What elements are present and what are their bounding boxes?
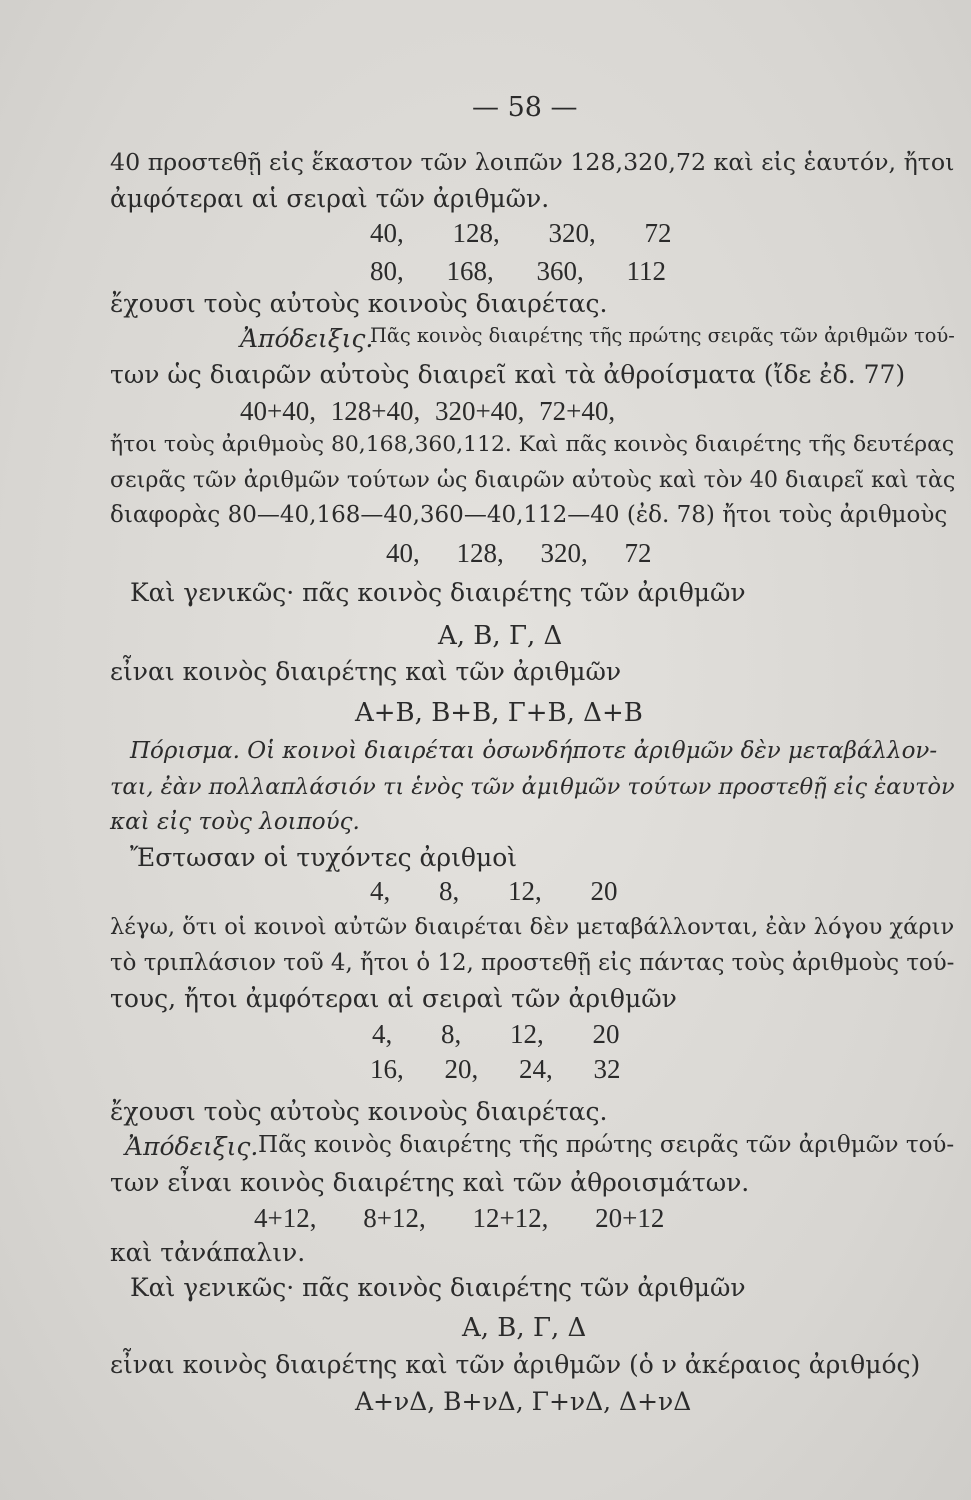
- text-line: Καὶ γενικῶς· πᾶς κοινὸς διαιρέτης τῶν ἀριθμῶν: [130, 578, 746, 607]
- proof-heading: Ἀπόδειξις.: [125, 1132, 259, 1161]
- text-line: τους, ἤτοι ἀμφότεραι αἱ σειραὶ τῶν ἀριθμῶν: [110, 984, 677, 1013]
- number-row: 40+40, 128+40, 320+40, 72+40,: [240, 396, 616, 426]
- text-line: διαφορὰς 80—40,168—40,360—40,112—40 (ἐδ. 78) ἤτοι τοὺς ἀριθμοὺς: [110, 502, 948, 528]
- text-line: εἶναι κοινὸς διαιρέτης καὶ τῶν ἀριθμῶν: [110, 657, 622, 686]
- text-line: των εἶναι κοινὸς διαιρέτης καὶ τῶν ἀθροισμάτων.: [110, 1168, 750, 1197]
- text-line: λέγω, ὅτι οἱ κοινοὶ αὐτῶν διαιρέται δὲν μεταβάλλονται, ἐὰν λόγου χάριν: [110, 914, 955, 940]
- text-line: εἶναι κοινὸς διαιρέτης καὶ τῶν ἀριθμῶν (ὁ ν ἀκέραιος ἀριθμός): [110, 1350, 921, 1379]
- page-number: — 58 —: [472, 92, 578, 123]
- text-line: σειρᾶς τῶν ἀριθμῶν τούτων ὡς διαιρῶν αὐτοὺς καὶ τὸν 40 διαιρεῖ καὶ τὰς: [110, 467, 956, 493]
- text-line: Ἔστωσαν οἱ τυχόντες ἀριθμοὶ: [130, 843, 518, 872]
- text-line: ἀμφότεραι αἱ σειραὶ τῶν ἀριθμῶν.: [110, 184, 550, 213]
- text-line: ἔχουσι τοὺς αὐτοὺς κοινοὺς διαιρέτας.: [110, 289, 608, 318]
- variables-row: Α+νΔ, Β+νΔ, Γ+νΔ, Δ+νΔ: [355, 1387, 692, 1416]
- corollary-line: Πόρισμα. Οἱ κοινοὶ διαιρέται ὁσωνδήποτε ἀριθμῶν δὲν μεταβάλλον-: [130, 738, 938, 764]
- text-line: Πᾶς κοινὸς διαιρέτης τῆς πρώτης σειρᾶς τῶν ἀριθμῶν τού-: [370, 324, 955, 347]
- text-line: καὶ τἀνάπαλιν.: [110, 1238, 306, 1267]
- number-row: 4, 8, 12, 20: [372, 1019, 620, 1049]
- text-line: Πᾶς κοινὸς διαιρέτης τῆς πρώτης σειρᾶς τῶν ἀριθμῶν τού-: [258, 1132, 955, 1158]
- text-line: Καὶ γενικῶς· πᾶς κοινὸς διαιρέτης τῶν ἀριθμῶν: [130, 1273, 746, 1302]
- text-line: ἤτοι τοὺς ἀριθμοὺς 80,168,360,112. Καὶ πᾶς κοινὸς διαιρέτης τῆς δευτέρας: [110, 432, 955, 457]
- text-line: 40 προστεθῇ εἰς ἕκαστον τῶν λοιπῶν 128,320,72 καὶ εἰς ἑαυτόν, ἤτοι: [110, 148, 955, 176]
- number-row: 4, 8, 12, 20: [370, 876, 618, 906]
- number-row: 16, 20, 24, 32: [370, 1054, 621, 1084]
- text-line: τὸ τριπλάσιον τοῦ 4, ἤτοι ὁ 12, προστεθῇ εἰς πάντας τοὺς ἀριθμοὺς τού-: [110, 950, 955, 976]
- corollary-line: καὶ εἰς τοὺς λοιπούς.: [110, 809, 360, 835]
- corollary-line: ται, ἐὰν πολλαπλάσιόν τι ἑνὸς τῶν ἀμιθμῶν τούτων προστεθῇ εἰς ἑαυτὸν: [110, 774, 955, 800]
- text-line: ἔχουσι τοὺς αὐτοὺς κοινοὺς διαιρέτας.: [110, 1097, 608, 1126]
- variables-row: Α, Β, Γ, Δ: [462, 1313, 587, 1343]
- text-line: των ὡς διαιρῶν αὐτοὺς διαιρεῖ καὶ τὰ ἀθροίσματα (ἴδε ἐδ. 77): [110, 360, 906, 389]
- number-row: 4+12, 8+12, 12+12, 20+12: [254, 1203, 665, 1233]
- number-row: 40, 128, 320, 72: [370, 218, 672, 248]
- number-row: 80, 168, 360, 112: [370, 256, 666, 286]
- proof-heading: Ἀπόδειξις.: [240, 324, 374, 353]
- variables-row: Α+Β, Β+Β, Γ+Β, Δ+Β: [355, 698, 643, 728]
- variables-row: Α, Β, Γ, Δ: [438, 621, 563, 651]
- number-row: 40, 128, 320, 72: [386, 538, 652, 568]
